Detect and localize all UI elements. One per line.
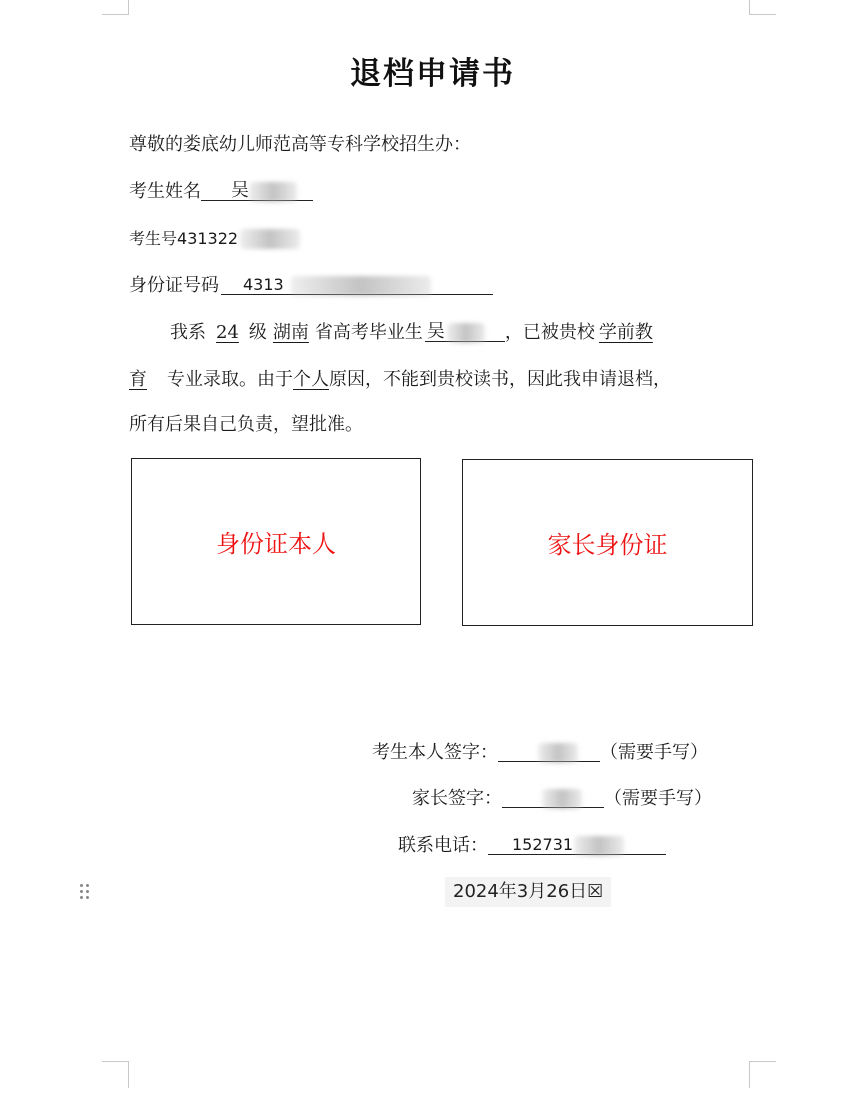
student-field — [425, 321, 505, 342]
name-field — [201, 180, 313, 201]
phone-label: 联系电话： — [398, 835, 488, 856]
id-label: 身份证号码 — [129, 275, 219, 296]
exam-no-visible: 431322 — [177, 229, 239, 248]
paragraph-line-1 — [170, 321, 653, 345]
major-value-part2: 育 — [129, 369, 147, 390]
redaction-blur — [447, 323, 485, 343]
exam-no-line — [129, 227, 300, 251]
province-value: 湖南 — [272, 322, 309, 343]
redaction-blur — [538, 743, 578, 763]
para-text: 专业录取。由于 — [167, 369, 293, 390]
redaction-blur — [574, 836, 624, 856]
exam-no-label: 考生号 — [129, 229, 178, 248]
paragraph-line-2 — [129, 368, 671, 392]
name-label: 考生姓名 — [129, 181, 201, 202]
redaction-blur — [291, 276, 431, 296]
redaction-blur — [240, 229, 300, 249]
grade-value: 24 — [216, 322, 239, 343]
crop-mark-bottom-left — [102, 1061, 129, 1088]
id-line — [129, 274, 493, 298]
salutation: 尊敬的娄底幼儿师范高等专科学校招生办： — [129, 134, 471, 155]
id-visible-digits: 4313 — [243, 275, 284, 294]
parent-id-photo-box — [462, 459, 753, 626]
student-visible-char: 吴 — [426, 321, 445, 342]
redaction-blur — [249, 182, 297, 202]
reason-value: 个人 — [293, 369, 329, 390]
handwrite-note: （需要手写） — [600, 742, 708, 763]
phone-field — [488, 834, 666, 855]
phone-visible-digits: 152731 — [512, 835, 574, 854]
para-text: 级 — [248, 322, 267, 343]
redaction-blur — [542, 789, 582, 809]
id-card-photo-box — [131, 458, 421, 625]
para-text: ，已被贵校 — [504, 322, 595, 343]
student-signature-label: 考生本人签字： — [372, 742, 498, 763]
para-text: 我系 — [170, 322, 206, 343]
crop-mark-top-right — [749, 0, 776, 15]
para-text: 省高考毕业生 — [314, 322, 423, 343]
student-signature-line — [372, 741, 708, 765]
document-title: 退档申请书 — [350, 56, 515, 92]
student-signature-field — [498, 741, 600, 762]
crop-mark-bottom-right — [749, 1061, 776, 1088]
name-line — [129, 180, 313, 204]
paragraph-drag-handle[interactable] — [80, 884, 92, 902]
date-line — [445, 877, 611, 907]
checkbox-icon: ☒ — [587, 881, 604, 902]
parent-id-placeholder: 家长身份证 — [547, 531, 668, 559]
id-card-placeholder: 身份证本人 — [216, 530, 336, 558]
major-value-part1: 学前教 — [598, 322, 653, 343]
paragraph-line-3: 所有后果自己负责，望批准。 — [129, 414, 363, 435]
name-visible-char: 吴 — [231, 180, 249, 201]
parent-signature-line — [412, 787, 712, 811]
crop-mark-top-left — [102, 0, 129, 15]
parent-signature-field — [502, 787, 604, 808]
handwrite-note: （需要手写） — [604, 788, 712, 809]
phone-line — [398, 834, 666, 858]
id-field — [221, 274, 493, 295]
para-text: 原因，不能到贵校读书，因此我申请退档， — [329, 369, 671, 390]
application-date: 2024年3月26日 — [453, 881, 588, 902]
parent-signature-label: 家长签字： — [412, 788, 502, 809]
